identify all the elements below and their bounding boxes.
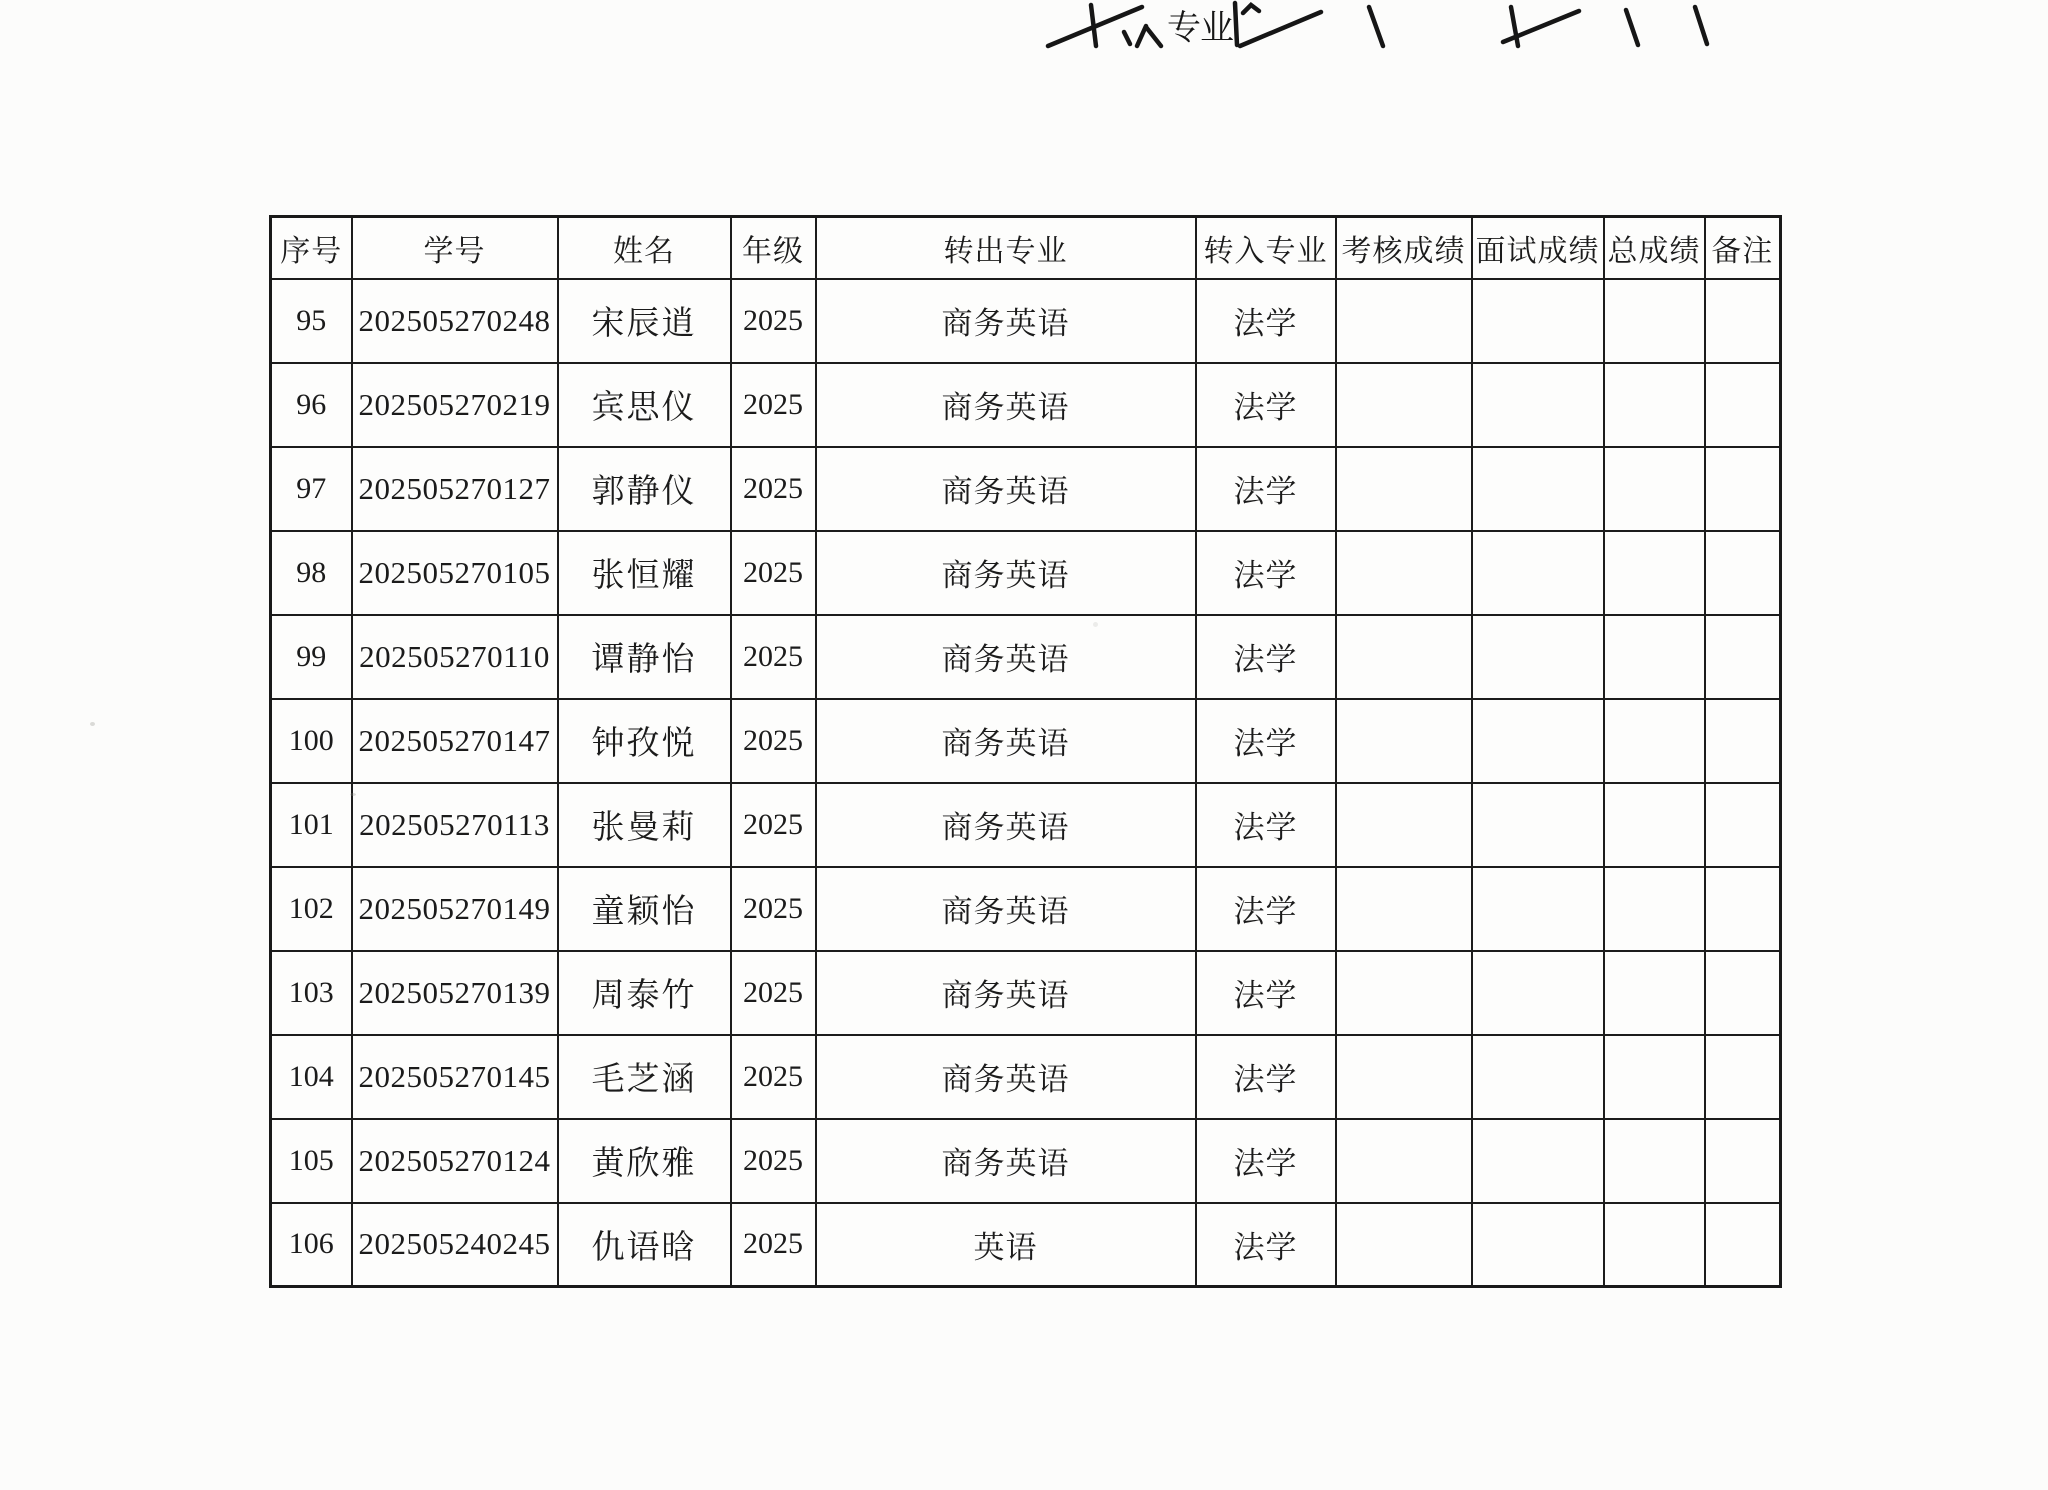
- cell-to_major: 法学: [1196, 783, 1336, 867]
- col-header-to-major: 转入专业: [1196, 217, 1336, 279]
- cell-grade: 2025: [731, 867, 816, 951]
- table-row: [271, 699, 1781, 783]
- cell-grade: 2025: [731, 615, 816, 699]
- cell-interview_score: [1472, 615, 1604, 699]
- cell-remark: [1705, 951, 1781, 1035]
- pen-check-icon: [1243, 5, 1259, 13]
- pen-slash-icon: [1240, 12, 1321, 46]
- cell-to_major: 法学: [1196, 615, 1336, 699]
- cell-total_score: [1604, 1035, 1705, 1119]
- cell-interview_score: [1472, 531, 1604, 615]
- cell-total_score: [1604, 279, 1705, 363]
- col-header-exam-score: 考核成绩: [1336, 217, 1472, 279]
- scan-speck: [90, 722, 95, 726]
- pen-stroke-icon: [1091, 5, 1096, 46]
- cell-no: 99: [271, 615, 352, 699]
- col-header-remark: 备注: [1705, 217, 1781, 279]
- cell-name: 周泰竹: [558, 951, 731, 1035]
- header-row: [271, 217, 1781, 279]
- cell-name: 谭静怡: [558, 615, 731, 699]
- cell-remark: [1705, 615, 1781, 699]
- cell-exam_score: [1336, 699, 1472, 783]
- cell-name: 宋辰逍: [558, 279, 731, 363]
- cell-grade: 2025: [731, 279, 816, 363]
- cell-from_major: 商务英语: [816, 867, 1196, 951]
- cell-from_major: 商务英语: [816, 279, 1196, 363]
- cell-from_major: 商务英语: [816, 363, 1196, 447]
- cell-grade: 2025: [731, 363, 816, 447]
- cell-grade: 2025: [731, 531, 816, 615]
- cell-to_major: 法学: [1196, 951, 1336, 1035]
- cell-grade: 2025: [731, 699, 816, 783]
- cell-grade: 2025: [731, 1119, 816, 1203]
- cell-remark: [1705, 531, 1781, 615]
- pen-stroke-icon: [1146, 27, 1161, 46]
- cell-from_major: 商务英语: [816, 783, 1196, 867]
- pen-slash-icon: [1626, 10, 1638, 45]
- cell-total_score: [1604, 1119, 1705, 1203]
- table-row: [271, 783, 1781, 867]
- cell-student_id: 202505270124: [352, 1119, 558, 1203]
- cell-no: 103: [271, 951, 352, 1035]
- cell-to_major: 法学: [1196, 699, 1336, 783]
- scan-speck: [350, 793, 356, 796]
- col-header-total-score: 总成绩: [1604, 217, 1705, 279]
- cell-exam_score: [1336, 279, 1472, 363]
- pen-dot-icon: [1124, 32, 1130, 44]
- cell-interview_score: [1472, 699, 1604, 783]
- cell-exam_score: [1336, 783, 1472, 867]
- cell-no: 98: [271, 531, 352, 615]
- cell-grade: 2025: [731, 1203, 816, 1287]
- cell-no: 95: [271, 279, 352, 363]
- transfer-roster-table: [269, 215, 1782, 1288]
- cell-student_id: 202505270113: [352, 783, 558, 867]
- cell-no: 106: [271, 1203, 352, 1287]
- cell-student_id: 202505270147: [352, 699, 558, 783]
- cell-remark: [1705, 447, 1781, 531]
- cell-name: 童颖怡: [558, 867, 731, 951]
- cell-exam_score: [1336, 1203, 1472, 1287]
- col-header-grade: 年级: [731, 217, 816, 279]
- cell-to_major: 法学: [1196, 531, 1336, 615]
- cell-exam_score: [1336, 531, 1472, 615]
- pen-stroke-icon: [1235, 3, 1237, 45]
- cell-exam_score: [1336, 615, 1472, 699]
- cell-name: 黄欣雅: [558, 1119, 731, 1203]
- cell-student_id: 202505270127: [352, 447, 558, 531]
- cell-student_id: 202505270105: [352, 531, 558, 615]
- cell-from_major: 商务英语: [816, 447, 1196, 531]
- pen-marks: [1020, 0, 1760, 60]
- table-row: [271, 279, 1781, 363]
- cell-exam_score: [1336, 363, 1472, 447]
- table-row: [271, 951, 1781, 1035]
- cell-name: 钟孜悦: [558, 699, 731, 783]
- cell-interview_score: [1472, 1119, 1604, 1203]
- cutoff-header-text: 专业: [1167, 10, 1233, 47]
- cell-total_score: [1604, 615, 1705, 699]
- table-row: [271, 867, 1781, 951]
- cell-from_major: 商务英语: [816, 615, 1196, 699]
- cell-from_major: 商务英语: [816, 699, 1196, 783]
- table-row: [271, 615, 1781, 699]
- pen-slash-icon: [1369, 7, 1383, 46]
- cell-total_score: [1604, 951, 1705, 1035]
- cell-name: 仇语晗: [558, 1203, 731, 1287]
- cell-remark: [1705, 279, 1781, 363]
- cell-to_major: 法学: [1196, 1035, 1336, 1119]
- cell-student_id: 202505270110: [352, 615, 558, 699]
- cell-remark: [1705, 1035, 1781, 1119]
- cell-grade: 2025: [731, 447, 816, 531]
- cell-total_score: [1604, 531, 1705, 615]
- scan-speck: [640, 1076, 644, 1080]
- cell-student_id: 202505240245: [352, 1203, 558, 1287]
- cell-total_score: [1604, 363, 1705, 447]
- col-header-no: 序号: [271, 217, 352, 279]
- pen-stroke-icon: [1137, 26, 1146, 46]
- cell-to_major: 法学: [1196, 447, 1336, 531]
- cell-to_major: 法学: [1196, 1203, 1336, 1287]
- cell-remark: [1705, 1119, 1781, 1203]
- cell-grade: 2025: [731, 783, 816, 867]
- table-row: [271, 1203, 1781, 1287]
- cell-from_major: 英语: [816, 1203, 1196, 1287]
- cell-name: 宾思仪: [558, 363, 731, 447]
- cell-remark: [1705, 1203, 1781, 1287]
- cell-interview_score: [1472, 447, 1604, 531]
- cell-exam_score: [1336, 447, 1472, 531]
- scan-speck: [1093, 622, 1098, 627]
- cell-from_major: 商务英语: [816, 531, 1196, 615]
- cell-grade: 2025: [731, 951, 816, 1035]
- cell-name: 郭静仪: [558, 447, 731, 531]
- cell-from_major: 商务英语: [816, 1119, 1196, 1203]
- cell-no: 104: [271, 1035, 352, 1119]
- cell-student_id: 202505270145: [352, 1035, 558, 1119]
- cell-total_score: [1604, 867, 1705, 951]
- table-body: [271, 279, 1781, 1287]
- cell-exam_score: [1336, 1035, 1472, 1119]
- cell-no: 102: [271, 867, 352, 951]
- cell-no: 97: [271, 447, 352, 531]
- cell-to_major: 法学: [1196, 363, 1336, 447]
- col-header-from-major: 转出专业: [816, 217, 1196, 279]
- cell-student_id: 202505270149: [352, 867, 558, 951]
- cell-no: 96: [271, 363, 352, 447]
- pen-slash-icon: [1695, 7, 1707, 44]
- cell-interview_score: [1472, 1035, 1604, 1119]
- cell-total_score: [1604, 783, 1705, 867]
- cell-student_id: 202505270219: [352, 363, 558, 447]
- table-row: [271, 447, 1781, 531]
- cell-no: 101: [271, 783, 352, 867]
- cell-student_id: 202505270139: [352, 951, 558, 1035]
- cell-remark: [1705, 699, 1781, 783]
- cell-no: 105: [271, 1119, 352, 1203]
- cell-exam_score: [1336, 951, 1472, 1035]
- cell-to_major: 法学: [1196, 279, 1336, 363]
- cell-remark: [1705, 867, 1781, 951]
- cell-no: 100: [271, 699, 352, 783]
- cell-exam_score: [1336, 867, 1472, 951]
- cell-to_major: 法学: [1196, 867, 1336, 951]
- cell-name: 毛芝涵: [558, 1035, 731, 1119]
- cell-total_score: [1604, 447, 1705, 531]
- cell-name: 张曼莉: [558, 783, 731, 867]
- cell-exam_score: [1336, 1119, 1472, 1203]
- cell-total_score: [1604, 1203, 1705, 1287]
- cell-interview_score: [1472, 867, 1604, 951]
- cell-from_major: 商务英语: [816, 1035, 1196, 1119]
- col-header-student-id: 学号: [352, 217, 558, 279]
- cell-to_major: 法学: [1196, 1119, 1336, 1203]
- table-row: [271, 1035, 1781, 1119]
- cell-interview_score: [1472, 363, 1604, 447]
- cell-interview_score: [1472, 951, 1604, 1035]
- cell-from_major: 商务英语: [816, 951, 1196, 1035]
- table-row: [271, 363, 1781, 447]
- cell-interview_score: [1472, 783, 1604, 867]
- col-header-interview-score: 面试成绩: [1472, 217, 1604, 279]
- cell-remark: [1705, 363, 1781, 447]
- cell-student_id: 202505270248: [352, 279, 558, 363]
- cell-interview_score: [1472, 1203, 1604, 1287]
- cell-grade: 2025: [731, 1035, 816, 1119]
- cell-interview_score: [1472, 279, 1604, 363]
- table-row: [271, 531, 1781, 615]
- table-row: [271, 1119, 1781, 1203]
- cell-name: 张恒耀: [558, 531, 731, 615]
- cell-remark: [1705, 783, 1781, 867]
- cell-total_score: [1604, 699, 1705, 783]
- col-header-name: 姓名: [558, 217, 731, 279]
